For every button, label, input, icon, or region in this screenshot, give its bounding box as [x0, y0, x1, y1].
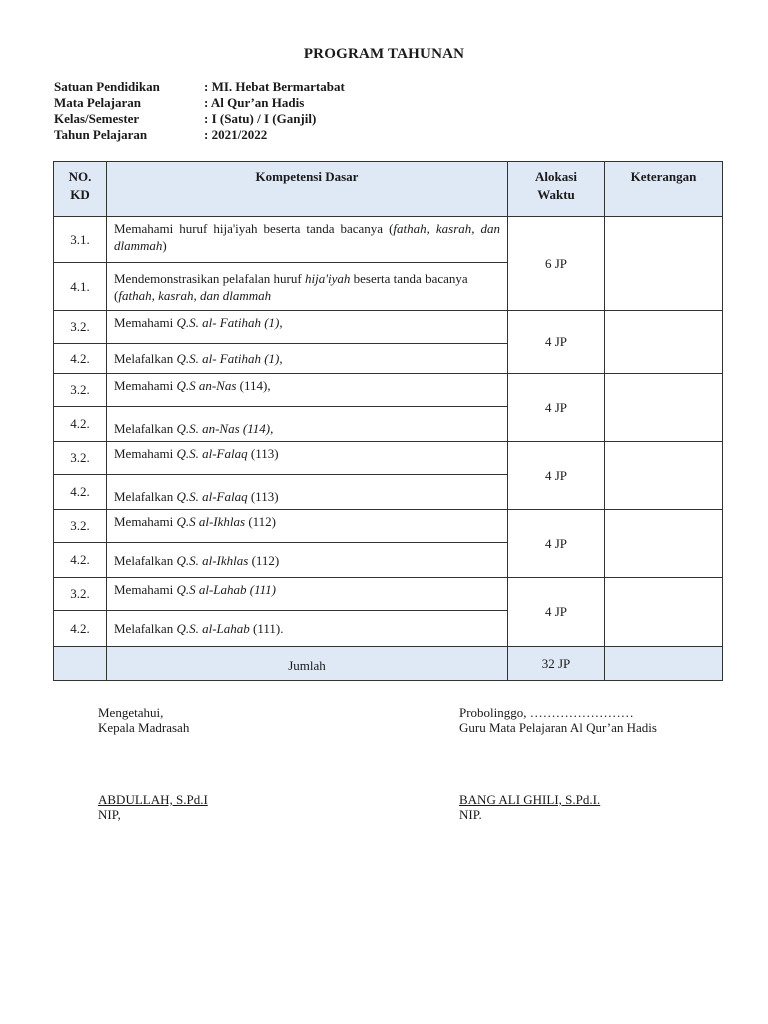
total-value: 32 JP	[508, 647, 605, 681]
info-label: Satuan Pendidikan	[54, 79, 160, 94]
info-value: : I (Satu) / I (Ganjil)	[204, 111, 317, 126]
kd-text-part: (113)	[247, 489, 279, 504]
keterangan-cell	[605, 217, 723, 311]
keterangan-cell	[605, 510, 723, 578]
kd-number: 3.2.	[54, 510, 107, 543]
header-keterangan: Keterangan	[605, 162, 723, 217]
kd-text	[107, 407, 508, 442]
table-row	[54, 442, 723, 475]
kd-text-part: Memahami huruf hija'iyah beserta tanda bacanya (	[114, 221, 394, 236]
table-row	[54, 510, 723, 543]
kd-text-part: beserta tanda bacanya (	[114, 270, 468, 303]
table-row	[54, 374, 723, 407]
keterangan-cell	[605, 311, 723, 374]
kd-text-italic: Q.S. al-Lahab	[176, 621, 250, 636]
sig-right-nip: NIP.	[459, 807, 482, 822]
kd-text-italic: Q.S an-Nas	[176, 378, 237, 393]
kd-number: 3.2.	[54, 311, 107, 344]
header-alokasi-line2: Waktu	[537, 187, 575, 202]
kd-number: 4.2.	[54, 407, 107, 442]
kd-number: 4.2.	[54, 611, 107, 647]
kd-text-part: Memahami	[114, 378, 177, 393]
table-row	[54, 217, 723, 263]
info-value: : MI. Hebat Bermartabat	[204, 79, 345, 94]
kd-text	[107, 611, 508, 647]
info-label: Mata Pelajaran	[54, 95, 142, 110]
alokasi-cell: 4 JP	[508, 374, 605, 442]
kd-text-italic: fathah, kasrah, dan dlammah	[114, 221, 500, 253]
table-row	[54, 311, 723, 344]
kd-text-part: Memahami	[114, 582, 177, 597]
header-alokasi	[508, 162, 605, 217]
header-alokasi-line1: Alokasi	[535, 169, 577, 184]
sig-left-line1: Mengetahui,	[98, 705, 164, 720]
info-label: Kelas/Semester	[54, 111, 140, 126]
kd-text-part: (112)	[245, 514, 277, 529]
kd-text-part: (112)	[248, 552, 280, 568]
kd-text	[107, 543, 508, 578]
alokasi-cell: 4 JP	[508, 578, 605, 647]
program-table	[53, 161, 723, 681]
info-value: : Al Qur’an Hadis	[204, 95, 305, 110]
kd-text-italic: Q.S. al- Fatihah (1),	[176, 351, 283, 366]
info-row-mapel	[54, 95, 345, 111]
kd-number: 3.2.	[54, 578, 107, 611]
alokasi-cell: 4 JP	[508, 510, 605, 578]
total-empty-cell	[54, 647, 107, 681]
sig-right-line1: Probolinggo, ……………………	[459, 705, 634, 720]
sig-left-line2: Kepala Madrasah	[98, 720, 190, 735]
kd-text-italic: Q.S. al-Falaq	[176, 446, 248, 461]
signature-left-name-block	[98, 792, 208, 822]
signature-right-name-block	[459, 792, 600, 822]
kd-number: 4.2.	[54, 543, 107, 578]
kd-text-italic: Q.S. an-Nas (114),	[176, 421, 274, 436]
info-row-tahun	[54, 127, 345, 143]
kd-text	[107, 263, 508, 311]
keterangan-cell	[605, 578, 723, 647]
kd-text-part: Melafalkan	[114, 489, 177, 504]
kd-text-part: Mendemonstrasikan pelafalan huruf	[114, 270, 305, 286]
kd-text-part: Memahami	[114, 446, 177, 461]
total-label: Jumlah	[107, 647, 508, 681]
kd-text-italic: hija'iyah	[304, 270, 351, 286]
identity-block	[54, 79, 345, 143]
kd-text	[107, 442, 508, 475]
info-label: Tahun Pelajaran	[54, 127, 148, 142]
kd-text-italic: Q.S. al-Falaq	[176, 489, 248, 504]
kd-text-italic: Q.S. al- Fatihah (1),	[176, 315, 283, 330]
page-title: PROGRAM TAHUNAN	[303, 46, 465, 62]
kd-number: 4.2.	[54, 344, 107, 374]
alokasi-cell: 4 JP	[508, 442, 605, 510]
kd-text-part: (113)	[247, 446, 279, 461]
signature-left	[98, 705, 189, 735]
kd-text-part: )	[162, 238, 167, 253]
kd-text-part: Melafalkan	[114, 421, 177, 436]
signature-right	[459, 705, 657, 735]
kd-text-italic: Q.S al-Lahab (111)	[176, 582, 277, 597]
kd-text	[107, 374, 508, 407]
header-no-kd	[54, 162, 107, 217]
kd-number: 3.2.	[54, 374, 107, 407]
header-no: NO.	[68, 169, 92, 184]
kd-text-part: Memahami	[114, 514, 177, 529]
sig-right-line2: Guru Mata Pelajaran Al Qur’an Hadis	[459, 720, 657, 735]
table-header-row	[54, 162, 723, 217]
kd-text-part: Melafalkan	[114, 621, 177, 636]
kd-text	[107, 217, 508, 263]
kd-text	[107, 475, 508, 510]
kd-number: 4.2.	[54, 475, 107, 510]
table-row	[54, 578, 723, 611]
kd-text-part: (111).	[249, 621, 284, 636]
total-keterangan-cell	[605, 647, 723, 681]
alokasi-cell: 4 JP	[508, 311, 605, 374]
sig-left-name: ABDULLAH, S.Pd.I	[98, 792, 208, 807]
alokasi-cell: 6 JP	[508, 217, 605, 311]
kd-text-part: Memahami	[114, 315, 177, 330]
kd-text-part: (114),	[236, 378, 271, 393]
kd-text-italic: Q.S al-Ikhlas	[176, 514, 246, 529]
kd-number: 4.1.	[54, 263, 107, 311]
kd-text-italic: Q.S. al-Ikhlas	[176, 552, 249, 568]
keterangan-cell	[605, 374, 723, 442]
kd-number: 3.2.	[54, 442, 107, 475]
sig-left-nip: NIP,	[98, 807, 121, 822]
kd-text	[107, 578, 508, 611]
sig-right-name: BANG ALI GHILI, S.Pd.I.	[459, 792, 601, 807]
kd-text	[107, 344, 508, 374]
keterangan-cell	[605, 442, 723, 510]
kd-text	[107, 311, 508, 344]
info-value: : 2021/2022	[204, 127, 268, 142]
kd-text-part: Melafalkan	[114, 552, 177, 568]
kd-number: 3.1.	[54, 217, 107, 263]
header-kd: KD	[70, 187, 90, 202]
info-row-satuan	[54, 79, 345, 95]
header-kompetensi: Kompetensi Dasar	[107, 162, 508, 217]
kd-text	[107, 510, 508, 543]
info-row-kelas	[54, 111, 345, 127]
kd-text-italic: fathah, kasrah, dan dlammah	[118, 287, 272, 303]
kd-text-part: Melafalkan	[114, 351, 177, 366]
total-row	[54, 647, 723, 681]
